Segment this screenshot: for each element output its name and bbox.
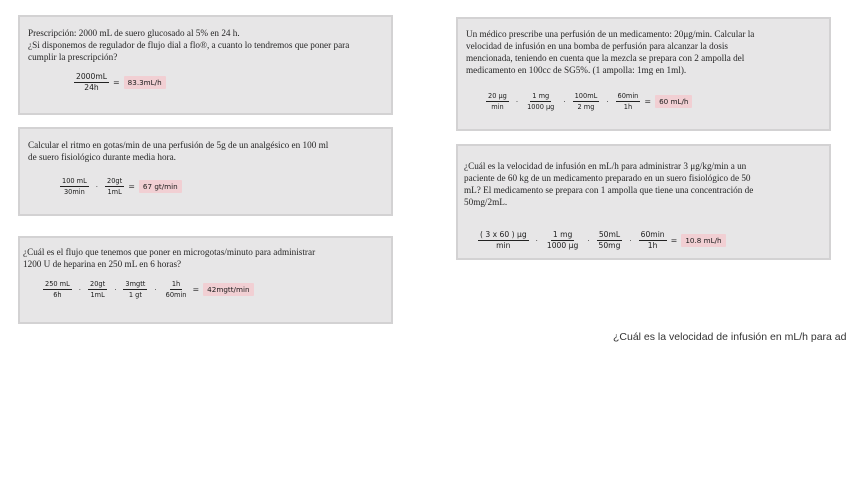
calculation <box>478 231 726 250</box>
numerator: 1 mg <box>552 230 573 239</box>
denominator: 1mL <box>107 188 122 196</box>
fraction <box>74 73 109 92</box>
numerator: 60min <box>617 92 639 100</box>
question-text: ¿Cuál es el flujo que tenemos que poner en microgotas/minuto para administrar 1200 U de heparina en 250 mL en 6 horas? <box>23 247 316 269</box>
multiply-dot: · <box>95 182 99 191</box>
numerator: 100 mL <box>62 177 87 185</box>
multiply-dot: · <box>78 285 82 294</box>
fraction <box>123 280 147 299</box>
fraction <box>573 92 600 111</box>
fraction <box>164 280 189 299</box>
question-text: ¿Cuál es la velocidad de infusión en mL/h para administrar 3 μg/kg/min a un paciente de 60 kg de un medicamento preparado en un suero fisiológico de 50 mL? El medicamento se prepara con 1 ampolla que tiene una concentración de 50mg/2mL. <box>464 161 754 207</box>
equals-sign: = <box>670 236 678 245</box>
multiply-dot: · <box>515 97 519 106</box>
fraction <box>105 177 124 196</box>
numerator: 20gt <box>107 177 123 185</box>
multiply-dot: · <box>606 97 609 106</box>
fraction <box>616 92 641 111</box>
result-highlight: 67 gt/min <box>139 180 182 193</box>
equals-sign: = <box>128 182 135 191</box>
denominator: 1mL <box>90 291 105 299</box>
exercise-card-3 <box>18 236 393 324</box>
numerator: 2000mL <box>76 72 107 81</box>
numerator: ( 3 x 60 ) μg <box>480 230 527 239</box>
fraction <box>88 280 107 299</box>
fraction <box>60 177 89 196</box>
fraction <box>486 92 509 111</box>
numerator: 100mL <box>574 92 598 100</box>
multiply-dot: · <box>535 236 538 245</box>
numerator: 3mgtt <box>125 280 146 288</box>
result-highlight: 83.3mL/h <box>124 76 166 89</box>
denominator: 1000 μg <box>527 103 555 111</box>
result-highlight: 60 mL/h <box>655 95 692 108</box>
multiply-dot: · <box>563 97 566 106</box>
calculation <box>60 177 182 196</box>
calculation <box>43 280 254 299</box>
equals-sign: = <box>112 78 120 87</box>
calculation <box>486 92 692 111</box>
multiply-dot: · <box>587 236 590 245</box>
denominator: 24h <box>84 83 99 92</box>
question-text: Prescripción: 2000 mL de suero glucosado al 5% en 24 h. ¿Si disponemos de regulador de flujo dial a flo®, a cuanto lo tendremos que poner para cumplir la prescripción? <box>28 28 350 62</box>
clipped-question-text: ¿Cuál es la velocidad de infusión en mL/h para ad <box>613 331 847 343</box>
denominator: min <box>491 103 504 111</box>
denominator: 1h <box>647 241 658 250</box>
denominator: 6h <box>53 291 62 299</box>
result-highlight: 10.8 mL/h <box>681 234 725 247</box>
exercise-card-5 <box>456 144 831 260</box>
fraction <box>545 231 580 250</box>
exercise-card-2 <box>18 127 393 216</box>
fraction <box>478 231 529 250</box>
numerator: 50mL <box>598 230 621 239</box>
multiply-dot: · <box>629 236 632 245</box>
fraction <box>525 92 556 111</box>
result-highlight: 42mgtt/min <box>203 283 253 296</box>
exercise-card-1 <box>18 15 393 115</box>
numerator: 60min <box>640 230 665 239</box>
equals-sign: = <box>644 97 652 106</box>
numerator: 250 mL <box>45 280 70 288</box>
numerator: 20 μg <box>488 92 507 100</box>
multiply-dot: · <box>114 285 117 294</box>
fraction <box>597 231 623 250</box>
denominator: 1000 μg <box>546 241 579 250</box>
numerator: 1 mg <box>532 92 550 100</box>
denominator: 2 mg <box>577 103 595 111</box>
exercise-card-4 <box>456 17 831 131</box>
fraction <box>43 280 72 299</box>
numerator: 1h <box>171 280 181 288</box>
denominator: min <box>496 241 511 250</box>
denominator: 1 gt <box>128 291 142 299</box>
question-text: Calcular el ritmo en gotas/min de una perfusión de 5g de un analgésico en 100 ml de suero fisiológico durante media hora. <box>28 140 329 162</box>
denominator: 1h <box>623 103 633 111</box>
denominator: 60min <box>165 291 187 299</box>
denominator: 50mg <box>598 241 621 250</box>
fraction <box>639 231 667 250</box>
denominator: 30min <box>63 188 85 196</box>
numerator: 20gt <box>90 280 106 288</box>
multiply-dot: · <box>154 285 157 294</box>
calculation <box>74 73 166 92</box>
question-text: Un médico prescribe una perfusión de un medicamento: 20μg/min. Calcular la velocidad de infusión en una bomba de perfusión para alcanzar la dosis mencionada, teniendo en cuenta que la mezcla se prepara con 2 ampolla del medicamento en 100cc de SG5%. (1 ampolla: 1mg en 1ml). <box>466 29 755 75</box>
equals-sign: = <box>192 285 200 294</box>
